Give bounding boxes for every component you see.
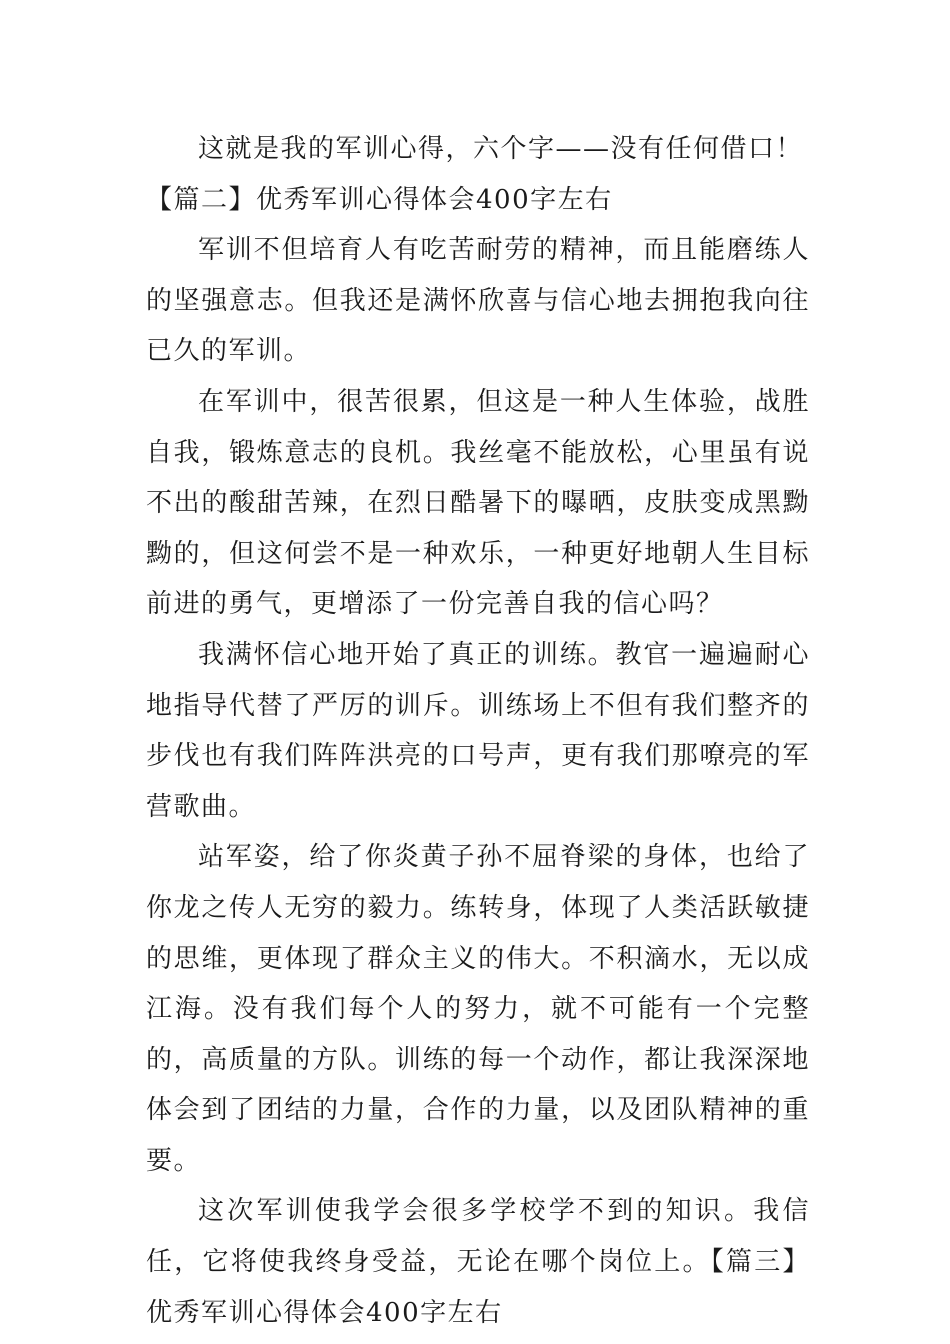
paragraph-summary: 这次军训使我学会很多学校学不到的知识。我信任，它将使我终身受益，无论在哪个岗位上。【篇三】优秀军训心得体会400字左右 [146, 1196, 810, 1328]
document-body [146, 124, 810, 1338]
paragraph-intro: 军训不但培育人有吃苦耐劳的精神，而且能磨练人的坚强意志。但我还是满怀欣喜与信心地去拥抱我向往已久的军训。 [146, 235, 810, 367]
paragraph-experience: 在军训中，很苦很累，但这是一种人生体验，战胜自我，锻炼意志的良机。我丝毫不能放松，心里虽有说不出的酸甜苦辣，在烈日酷暑下的曝晒，皮肤变成黑黝黝的，但这何尝不是一种欢乐，一种更好地朝人生目标前进的勇气，更增添了一份完善自我的信心吗？ [146, 386, 810, 620]
paragraph-training: 我满怀信心地开始了真正的训练。教官一遍遍耐心地指导代替了严厉的训斥。训练场上不但有我们整齐的步伐也有我们阵阵洪亮的口号声，更有我们那嘹亮的军营歌曲。 [146, 639, 810, 822]
paragraph-conclusion: 这就是我的军训心得，六个字——没有任何借口！ [198, 134, 804, 164]
section-heading-part-two: 【篇二】优秀军训心得体会400字左右 [146, 184, 613, 215]
paragraph-posture: 站军姿，给了你炎黄子孙不屈脊梁的身体，也给了你龙之传人无穷的毅力。练转身，体现了人类活跃敏捷的思维，更体现了群众主义的伟大。不积滴水，无以成江海。没有我们每个人的努力，就不可能有一个完整的，高质量的方队。训练的每一个动作，都让我深深地体会到了团结的力量，合作的力量，以及团队精神的重要。 [146, 842, 810, 1176]
